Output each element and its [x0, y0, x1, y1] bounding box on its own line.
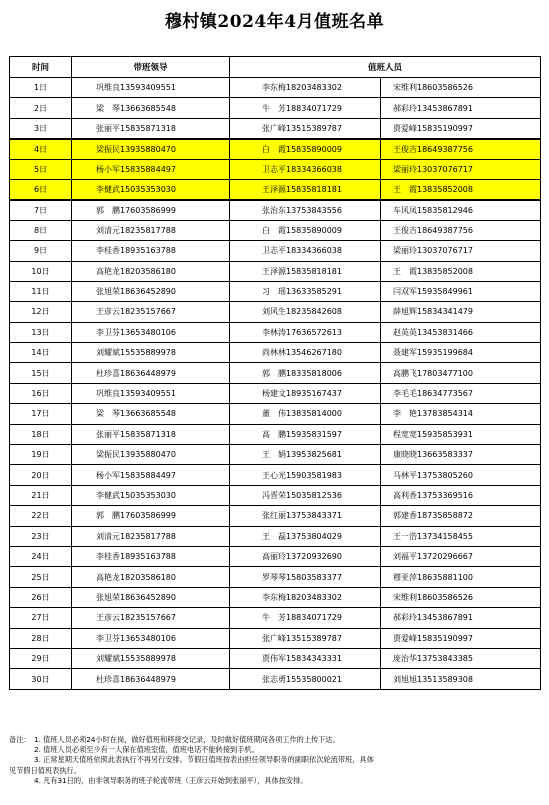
date-cell: 12日	[10, 302, 72, 322]
header-leader: 带班领导	[72, 57, 230, 78]
staff-cell-1: 王 磊13753804029	[230, 526, 381, 546]
date-cell: 28日	[10, 628, 72, 648]
staff-cell-1: 白 霞15835890009	[230, 139, 381, 159]
leader-cell: 杨小军15835884497	[72, 159, 230, 179]
table-body	[10, 78, 541, 690]
date-cell: 5日	[10, 159, 72, 179]
note-3: 3. 正常星期天值班依照此表执行不再另行安排。节假日值班按表由担任领导职务的副职依次轮流带班，具体	[34, 755, 374, 765]
leader-cell: 梁振民13935880470	[72, 139, 230, 159]
staff-cell-2: 王一浩13734158455	[381, 526, 541, 546]
staff-cell-1: 牛 芳18834071729	[230, 608, 381, 628]
table-row	[10, 485, 541, 505]
leader-cell: 张旭荣18636452890	[72, 281, 230, 301]
header-staff: 值班人员	[230, 57, 541, 78]
table-header-row	[10, 57, 541, 78]
staff-cell-1: 张广峰13515389787	[230, 118, 381, 138]
staff-cell-1: 郭 鹏18335818006	[230, 363, 381, 383]
leader-cell: 张丽平15835871318	[72, 424, 230, 444]
date-cell: 21日	[10, 485, 72, 505]
leader-cell: 巩维良13593409551	[72, 383, 230, 403]
leader-cell: 梁振民13935880470	[72, 445, 230, 465]
leader-cell: 张丽平15835871318	[72, 118, 230, 138]
leader-cell: 李桂香18935163788	[72, 546, 230, 566]
date-cell: 1日	[10, 78, 72, 98]
staff-cell-2: 高利香13753369516	[381, 485, 541, 505]
table-row	[10, 567, 541, 587]
date-cell: 20日	[10, 465, 72, 485]
note-1: 1. 值班人员必须24小时在岗，做好值班和移接交记录，及时做好值班期间各项工作的上传下达。	[34, 735, 340, 744]
staff-cell-2: 王 霞13835852008	[381, 179, 541, 199]
table-row	[10, 526, 541, 546]
staff-cell-1: 李东梅18203483302	[230, 587, 381, 607]
date-cell: 16日	[10, 383, 72, 403]
date-cell: 27日	[10, 608, 72, 628]
staff-cell-1: 卫志平18334366038	[230, 241, 381, 261]
table-row	[10, 139, 541, 159]
duty-roster-table	[9, 56, 541, 690]
staff-cell-2: 聂建军15935199684	[381, 343, 541, 363]
date-cell: 13日	[10, 322, 72, 342]
table-row	[10, 404, 541, 424]
staff-cell-1: 王泽源15835818181	[230, 261, 381, 281]
staff-cell-1: 刘风生18235842608	[230, 302, 381, 322]
table-row	[10, 648, 541, 668]
date-cell: 11日	[10, 281, 72, 301]
leader-cell: 李卫芬13653480106	[72, 628, 230, 648]
staff-cell-2: 宋维利18603586526	[381, 78, 541, 98]
staff-cell-2: 李毛毛18634773567	[381, 383, 541, 403]
table-row	[10, 241, 541, 261]
table-row	[10, 445, 541, 465]
table-row	[10, 424, 541, 444]
staff-cell-2: 郭建香18735858872	[381, 506, 541, 526]
staff-cell-1: 王心光15903581983	[230, 465, 381, 485]
staff-cell-1: 习 瑶13633585291	[230, 281, 381, 301]
leader-cell: 王彦云18235157667	[72, 608, 230, 628]
leader-cell: 王彦云18235157667	[72, 302, 230, 322]
date-cell: 29日	[10, 648, 72, 668]
table-row	[10, 587, 541, 607]
notes-section	[9, 735, 540, 786]
leader-cell: 梁 琴13663685548	[72, 404, 230, 424]
date-cell: 2日	[10, 98, 72, 118]
table-row	[10, 281, 541, 301]
staff-cell-1: 王泽源15835818181	[230, 179, 381, 199]
staff-cell-2: 郝彩玲13453867891	[381, 98, 541, 118]
table-row	[10, 159, 541, 179]
table-row	[10, 118, 541, 138]
staff-cell-1: 冯晋荣15035812536	[230, 485, 381, 505]
date-cell: 4日	[10, 139, 72, 159]
staff-cell-1: 杨建文18935167437	[230, 383, 381, 403]
staff-cell-2: 马林平13753805260	[381, 465, 541, 485]
leader-cell: 张旭荣18636452890	[72, 587, 230, 607]
leader-cell: 刘耀斌15535889978	[72, 343, 230, 363]
table-row	[10, 383, 541, 403]
staff-cell-2: 贾爱峰15835190997	[381, 118, 541, 138]
table-row	[10, 465, 541, 485]
table-row	[10, 179, 541, 199]
date-cell: 14日	[10, 343, 72, 363]
staff-cell-2: 程宽宽15935853931	[381, 424, 541, 444]
date-cell: 19日	[10, 445, 72, 465]
leader-cell: 高艳龙18203586180	[72, 567, 230, 587]
staff-cell-1: 白 霞15835890009	[230, 220, 381, 240]
header-date: 时间	[10, 57, 72, 78]
staff-cell-2: 刘旭旭13513589308	[381, 669, 541, 689]
leader-cell: 李桂香18935163788	[72, 241, 230, 261]
date-cell: 3日	[10, 118, 72, 138]
table-row	[10, 200, 541, 220]
staff-cell-2: 宋维利18603586526	[381, 587, 541, 607]
date-cell: 15日	[10, 363, 72, 383]
table-row	[10, 78, 541, 98]
date-cell: 9日	[10, 241, 72, 261]
staff-cell-2: 李 艳13783854314	[381, 404, 541, 424]
date-cell: 30日	[10, 669, 72, 689]
leader-cell: 高艳龙18203586180	[72, 261, 230, 281]
staff-cell-1: 张志勇15535800021	[230, 669, 381, 689]
leader-cell: 郭 鹏17603586999	[72, 200, 230, 220]
staff-cell-1: 董 伟13835814000	[230, 404, 381, 424]
page-title: 穆村镇2024年4月值班名单	[164, 11, 385, 32]
staff-cell-2: 刘福平13720296667	[381, 546, 541, 566]
date-cell: 22日	[10, 506, 72, 526]
table-row	[10, 669, 541, 689]
table-row	[10, 220, 541, 240]
staff-cell-1: 尚林林13546267180	[230, 343, 381, 363]
staff-cell-2: 王 霞13835852008	[381, 261, 541, 281]
leader-cell: 梁 琴13663685548	[72, 98, 230, 118]
leader-cell: 郭 鹏17603586999	[72, 506, 230, 526]
leader-cell: 杨小军15835884497	[72, 465, 230, 485]
table-row	[10, 261, 541, 281]
staff-cell-2: 王俊吉18649387756	[381, 220, 541, 240]
staff-cell-1: 李林涛17636572613	[230, 322, 381, 342]
staff-cell-1: 张红丽13753843371	[230, 506, 381, 526]
leader-cell: 巩维良13593409551	[72, 78, 230, 98]
table-row	[10, 628, 541, 648]
leader-cell: 刘清元18235817788	[72, 220, 230, 240]
table-row	[10, 343, 541, 363]
date-cell: 24日	[10, 546, 72, 566]
staff-cell-1: 卫志平18334366038	[230, 159, 381, 179]
date-cell: 8日	[10, 220, 72, 240]
note-3-continued: 见节假日值班表执行。	[9, 765, 81, 775]
staff-cell-1: 李东梅18203483302	[230, 78, 381, 98]
leader-cell: 李卫芬13653480106	[72, 322, 230, 342]
staff-cell-2: 梁丽玲13037076717	[381, 241, 541, 261]
staff-cell-2: 康晓晓13663583337	[381, 445, 541, 465]
staff-cell-2: 庞治华13753843385	[381, 648, 541, 668]
date-cell: 10日	[10, 261, 72, 281]
table-row	[10, 322, 541, 342]
staff-cell-1: 高丽玲13720932690	[230, 546, 381, 566]
date-cell: 23日	[10, 526, 72, 546]
table-row	[10, 98, 541, 118]
table-row	[10, 546, 541, 566]
leader-cell: 刘清元18235817788	[72, 526, 230, 546]
staff-cell-2: 贾爱峰15835190997	[381, 628, 541, 648]
staff-cell-2: 穆亚萍18635881100	[381, 567, 541, 587]
staff-cell-2: 王俊吉18649387756	[381, 139, 541, 159]
leader-cell: 杜珍喜18636448979	[72, 363, 230, 383]
staff-cell-1: 王 娟13953825681	[230, 445, 381, 465]
staff-cell-1: 贾伟军15834343331	[230, 648, 381, 668]
note-2: 2. 值班人员必须至少有一人保在值班室值，值班电话不能转接到手机。	[34, 745, 259, 755]
leader-cell: 李健武15035353030	[72, 485, 230, 505]
staff-cell-2: 薛旭辉15834341479	[381, 302, 541, 322]
leader-cell: 刘耀斌15535889978	[72, 648, 230, 668]
staff-cell-1: 罗琴琴15803583377	[230, 567, 381, 587]
staff-cell-2: 郝彩玲13453867891	[381, 608, 541, 628]
staff-cell-1: 高 鹏15935831597	[230, 424, 381, 444]
leader-cell: 杜珍喜18636448979	[72, 669, 230, 689]
note-4: 4. 凡有31日的，由非领导职务的班子轮流带班（王彦云开始到张丽平），具体按安排。	[34, 775, 308, 785]
staff-cell-2: 梁丽玲13037076717	[381, 159, 541, 179]
date-cell: 7日	[10, 200, 72, 220]
table-row	[10, 302, 541, 322]
leader-cell: 李健武15035353030	[72, 179, 230, 199]
table-row	[10, 506, 541, 526]
date-cell: 17日	[10, 404, 72, 424]
staff-cell-1: 张广峰13515389787	[230, 628, 381, 648]
staff-cell-2: 赵英英13453831466	[381, 322, 541, 342]
staff-cell-2: 闫双军15935849961	[381, 281, 541, 301]
staff-cell-2: 高鹏飞17803477100	[381, 363, 541, 383]
notes-label: 备注：	[9, 735, 31, 744]
date-cell: 18日	[10, 424, 72, 444]
date-cell: 25日	[10, 567, 72, 587]
staff-cell-1: 牛 芳18834071729	[230, 98, 381, 118]
date-cell: 6日	[10, 179, 72, 199]
date-cell: 26日	[10, 587, 72, 607]
table-row	[10, 363, 541, 383]
table-row	[10, 608, 541, 628]
staff-cell-1: 张治东13753843556	[230, 200, 381, 220]
staff-cell-2: 车风凤15835812946	[381, 200, 541, 220]
